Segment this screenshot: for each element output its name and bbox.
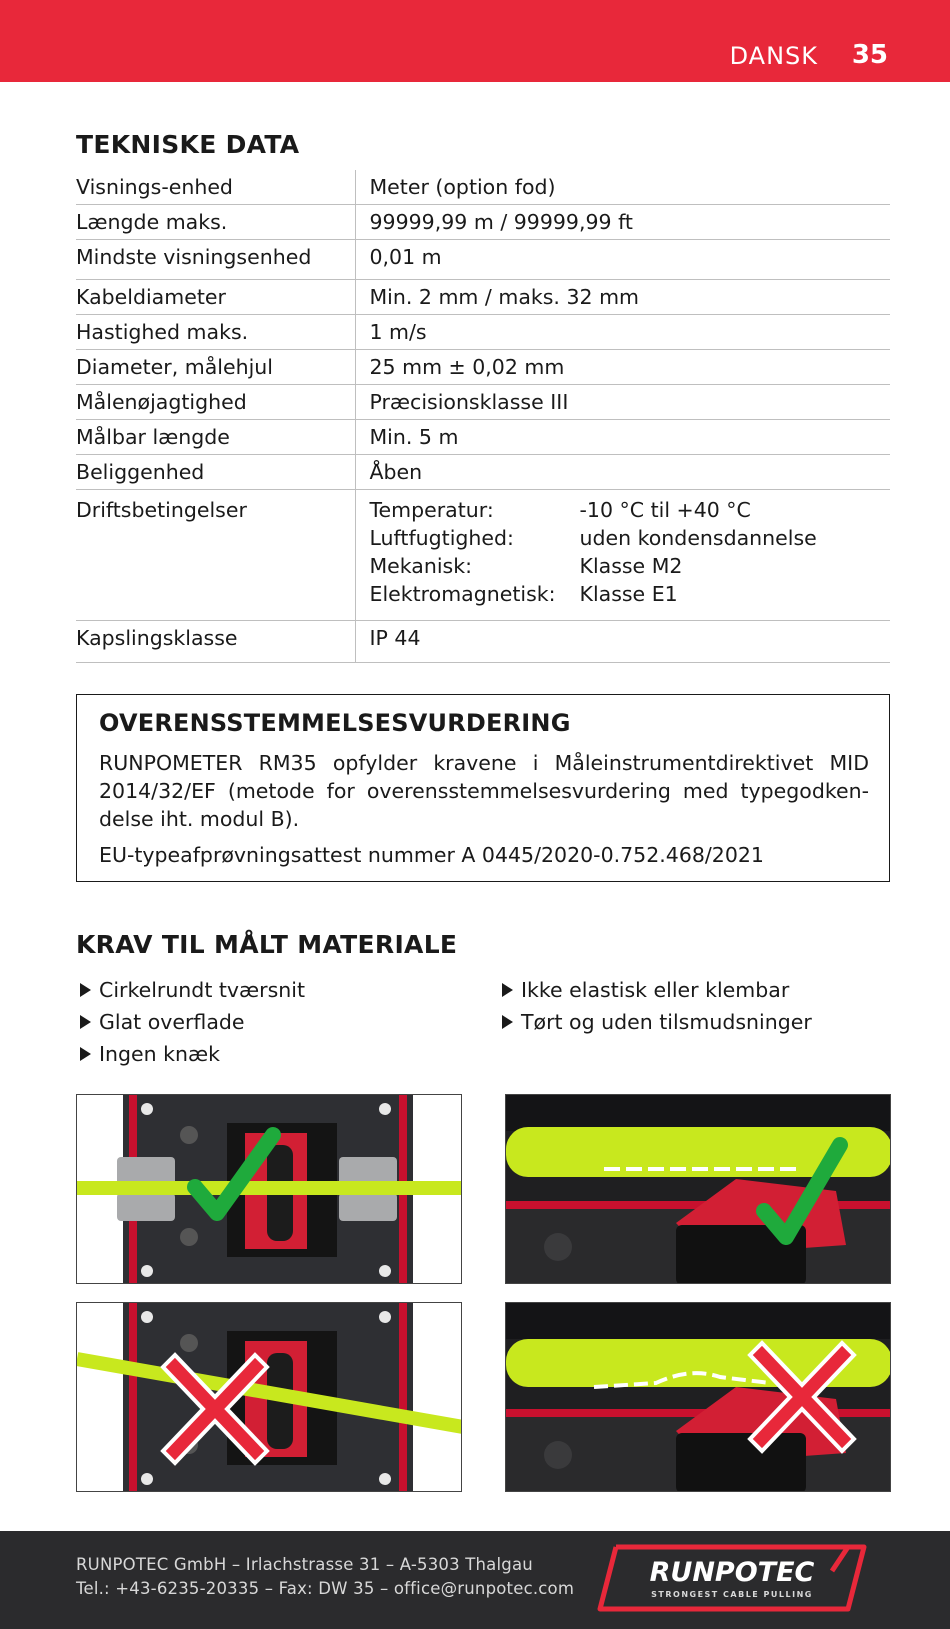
conformity-title: OVERENSSTEMMELSESVURDERING xyxy=(99,709,571,737)
bullet-triangle-icon xyxy=(80,1047,91,1061)
table-row xyxy=(76,240,890,280)
table-row xyxy=(76,420,890,455)
operating-conditions xyxy=(355,490,890,621)
table-row xyxy=(76,490,890,621)
requirements-left-list xyxy=(76,974,305,1070)
spec-value: 1 m/s xyxy=(369,320,427,344)
spec-value: Min. 2 mm / maks. 32 mm xyxy=(369,285,640,309)
table-row xyxy=(76,170,890,205)
spec-key: Driftsbetingelser xyxy=(76,490,355,621)
bullet-triangle-icon xyxy=(80,1015,91,1029)
runpotec-logo xyxy=(596,1541,868,1615)
company-contact: Tel.: +43-6235-20335 – Fax: DW 35 – office@runpotec.com xyxy=(76,1579,575,1598)
certificate-number: EU-typeafprøvningsattest nummer A 0445/2020-0.752.468/2021 xyxy=(99,843,764,867)
spec-key: Længde maks. xyxy=(76,205,355,240)
spec-key: Kapslingsklasse xyxy=(76,621,355,663)
photo-kinked-cable-wrong xyxy=(505,1302,891,1492)
condition-label: Mekanisk: xyxy=(369,554,473,578)
photo-round-cable-correct xyxy=(505,1094,891,1284)
table-row xyxy=(76,350,890,385)
bullet-triangle-icon xyxy=(502,983,513,997)
requirement-text: Tørt og uden tilsmudsninger xyxy=(521,1010,812,1034)
spec-key: Mindste visningsenhed xyxy=(76,240,355,280)
footer xyxy=(0,1531,950,1629)
spec-value: Åben xyxy=(369,460,423,484)
requirement-text: Glat overflade xyxy=(99,1010,245,1034)
spec-value: IP 44 xyxy=(369,626,421,650)
header-bar xyxy=(0,0,950,82)
spec-value: Meter (option fod) xyxy=(369,175,556,199)
spec-value: 0,01 m xyxy=(369,245,442,269)
condition-label: Luftfugtighed: xyxy=(369,526,514,550)
spec-value: Præcisionsklasse III xyxy=(369,390,569,414)
list-item xyxy=(76,1038,305,1070)
requirements-right-list xyxy=(498,974,812,1038)
list-item xyxy=(498,974,812,1006)
condition-value: Klasse M2 xyxy=(579,554,683,578)
conformity-text: RUNPOMETER RM35 opfylder kravene i Måleinstrumentdirektivet MID 2014/32/EF (metode for overensstemmelsesvurdering med typegodken-delse iht. modul B). xyxy=(99,751,869,831)
spec-value: Min. 5 m xyxy=(369,425,459,449)
spec-key: Visnings-enhed xyxy=(76,170,355,205)
technical-data-title: TEKNISKE DATA xyxy=(76,130,300,159)
spec-key: Diameter, målehjul xyxy=(76,350,355,385)
bullet-triangle-icon xyxy=(80,983,91,997)
condition-value: uden kondensdannelse xyxy=(579,526,817,550)
condition-value: Klasse E1 xyxy=(579,582,678,606)
list-item xyxy=(76,974,305,1006)
requirement-text: Ikke elastisk eller klembar xyxy=(521,978,790,1002)
requirements-title: KRAV TIL MÅLT MATERIALE xyxy=(76,930,458,959)
table-row xyxy=(76,621,890,663)
language-label: DANSK xyxy=(729,42,818,70)
spec-key: Kabeldiameter xyxy=(76,280,355,315)
technical-data-table xyxy=(76,170,890,663)
table-row xyxy=(76,385,890,420)
spec-key: Hastighed maks. xyxy=(76,315,355,350)
table-row xyxy=(76,205,890,240)
condition-value: -10 °C til +40 °C xyxy=(579,498,751,522)
conformity-box xyxy=(76,694,890,882)
list-item xyxy=(76,1006,305,1038)
condition-label: Temperatur: xyxy=(369,498,494,522)
table-row xyxy=(76,315,890,350)
list-item xyxy=(498,1006,812,1038)
company-address: RUNPOTEC GmbH – Irlachstrasse 31 – A-5303 Thalgau xyxy=(76,1555,533,1574)
logo-tagline: STRONGEST CABLE PULLING xyxy=(651,1590,813,1599)
spec-value: 25 mm ± 0,02 mm xyxy=(369,355,565,379)
table-row xyxy=(76,455,890,490)
spec-value: 99999,99 m / 99999,99 ft xyxy=(369,210,633,234)
bullet-triangle-icon xyxy=(502,1015,513,1029)
condition-label: Elektromagnetisk: xyxy=(369,582,556,606)
spec-key: Målenøjagtighed xyxy=(76,385,355,420)
photo-angled-cable-wrong xyxy=(76,1302,462,1492)
spec-key: Målbar længde xyxy=(76,420,355,455)
requirement-text: Cirkelrundt tværsnit xyxy=(99,978,306,1002)
table-row xyxy=(76,280,890,315)
logo-wordmark: RUNPOTEC xyxy=(649,1557,815,1588)
requirement-text: Ingen knæk xyxy=(99,1042,221,1066)
photo-straight-cable-correct xyxy=(76,1094,462,1284)
page-number: 35 xyxy=(851,40,888,70)
spec-key: Beliggenhed xyxy=(76,455,355,490)
